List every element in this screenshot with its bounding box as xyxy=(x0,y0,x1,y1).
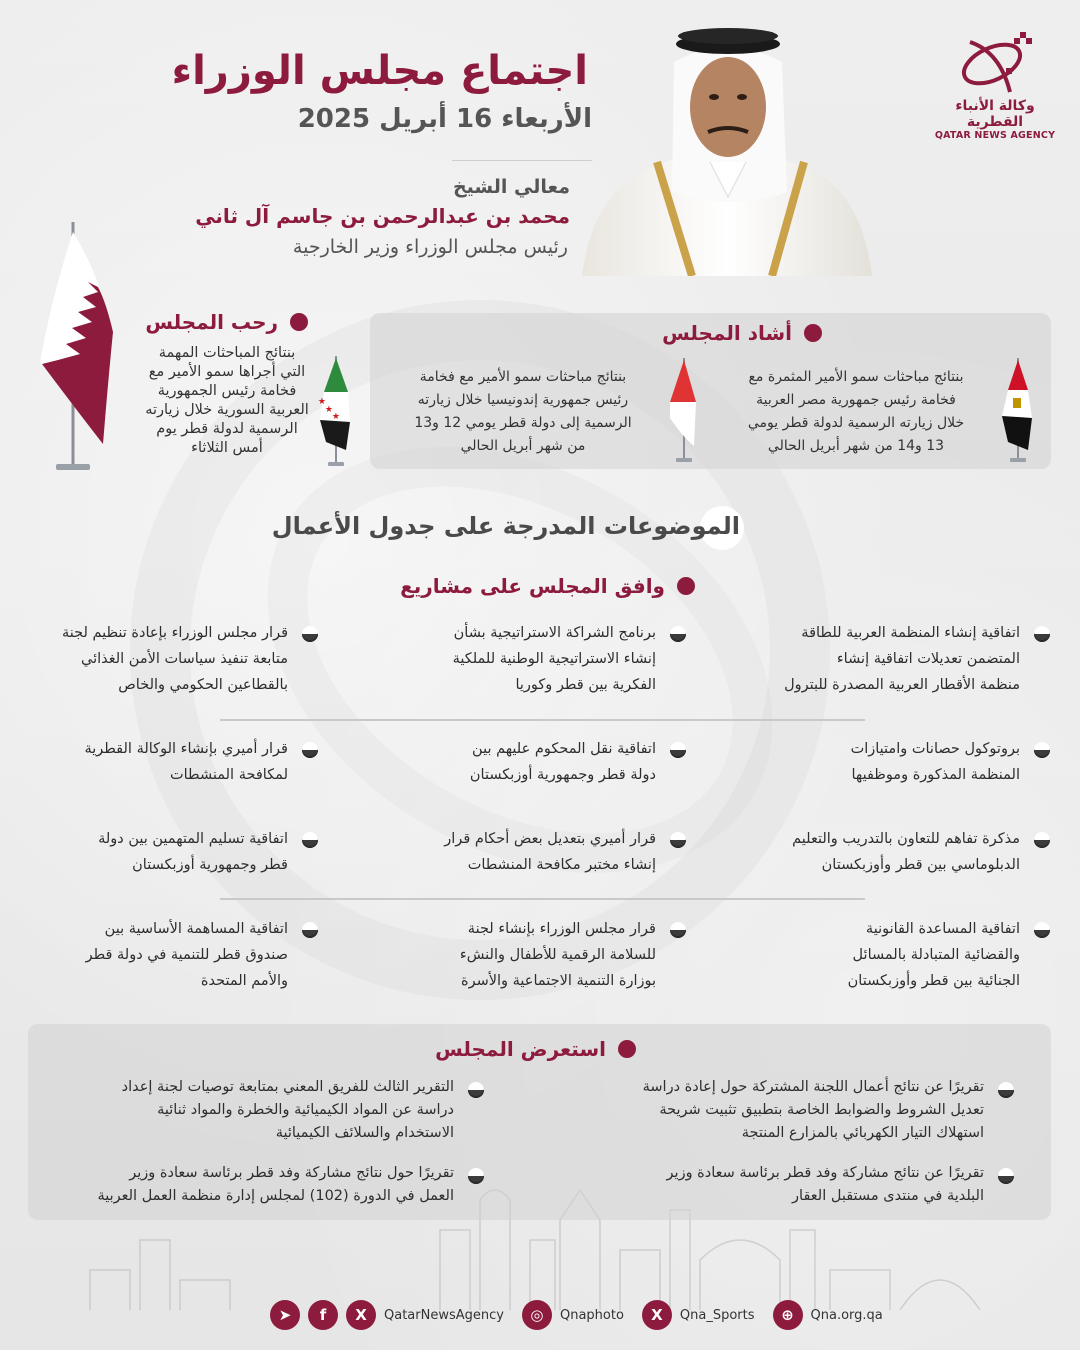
meeting-date: الأربعاء 16 أبريل 2025 xyxy=(297,104,592,134)
bullet-icon xyxy=(670,832,686,848)
bullet-icon xyxy=(998,1168,1014,1184)
reviewed-item: تقريرًا عن نتائج أعمال اللجنة المشتركة حول إعادة دراسة تعديل الشروط والضوابط الخاصة بتطبيق تثبيت شريحة استهلاك التيار الكهربائي بالمزارع المنتجة xyxy=(643,1076,1014,1145)
social-handle-qna-sports[interactable]: Qna_Sports xyxy=(679,1307,755,1323)
approved-item: اتفاقية المساهمة الأساسية بين صندوق قطر للتنمية في دولة قطر والأمم المتحدة xyxy=(86,916,318,994)
divider xyxy=(360,898,720,900)
praised-item-indonesia: بنتائج مباحثات سمو الأمير مع فخامة رئيس جمهورية إندونيسيا خلال زيارته الرسمية إلى دولة قطر يومي 12 و13 من شهر أبريل الحالي xyxy=(414,369,632,454)
approved-item: برنامج الشراكة الاستراتيجية بشأن إنشاء الاستراتيجية الوطنية للملكية الفكرية بين قطر وكوريا xyxy=(453,620,686,698)
bullet-icon xyxy=(468,1168,484,1184)
bullet-dot-icon xyxy=(290,313,308,331)
praised-heading: أشاد المجلس xyxy=(662,321,822,345)
bullet-icon xyxy=(670,922,686,938)
qatar-flag xyxy=(28,212,118,482)
approved-item: قرار مجلس الوزراء بإنشاء لجنة للسلامة الرقمية للأطفال والنشء بوزارة التنمية الاجتماعية والأسرة xyxy=(460,916,686,994)
bullet-icon xyxy=(302,922,318,938)
bullet-icon xyxy=(670,626,686,642)
bullet-dot-icon xyxy=(677,577,695,595)
egypt-flag xyxy=(998,356,1038,466)
instagram-icon[interactable]: ◎ xyxy=(522,1300,552,1330)
social-handle-qatarnewsagency[interactable]: QatarNewsAgency xyxy=(384,1307,504,1323)
social-footer xyxy=(270,1295,893,1335)
svg-text:★: ★ xyxy=(331,412,340,422)
facebook-icon[interactable]: f xyxy=(308,1300,338,1330)
header-divider xyxy=(452,160,592,161)
approved-item: مذكرة تفاهم للتعاون بالتدريب والتعليم الدبلوماسي بين قطر وأوزبكستان xyxy=(792,826,1050,878)
welcomed-text: بنتائج المباحثات المهمة التي أجراها سمو الأمير مع فخامة رئيس الجمهورية العربية السورية خلال زيارته الرسمية لدولة قطر يوم أمس الثلاثاء xyxy=(145,345,309,456)
reviewed-item: تقريرًا حول نتائج مشاركة وفد قطر برئاسة سعادة وزير العمل في الدورة (102) لمجلس إدارة منظمة العمل العربية xyxy=(97,1162,484,1208)
bullet-icon xyxy=(998,1082,1014,1098)
bullet-dot-icon xyxy=(804,324,822,342)
honorific: معالي الشيخ xyxy=(452,176,570,198)
bullet-icon xyxy=(468,1082,484,1098)
divider xyxy=(360,719,720,721)
page-title: اجتماع مجلس الوزراء xyxy=(171,48,588,94)
x-icon[interactable]: X xyxy=(642,1300,672,1330)
approved-item: قرار أميري بإنشاء الوكالة القطرية لمكافحة المنشطات xyxy=(84,736,318,788)
reviewed-item: تقريرًا عن نتائج مشاركة وفد قطر برئاسة سعادة وزير البلدية في منتدى مستقبل العقار xyxy=(667,1162,1014,1208)
logo-arabic-name: وكالة الأنباء القطرية xyxy=(955,98,1035,130)
website-link[interactable]: Qna.org.qa xyxy=(810,1307,883,1323)
bullet-icon xyxy=(1034,626,1050,642)
bullet-icon xyxy=(1034,922,1050,938)
approved-item: اتفاقية المساعدة القانونية والقضائية المتبادلة بالمسائل الجنائية بين قطر وأوزبكستان xyxy=(848,916,1050,994)
logo-english-name: QATAR NEWS AGENCY xyxy=(934,130,1056,141)
approved-item: اتفاقية نقل المحكوم عليهم بين دولة قطر وجمهورية أوزبكستان xyxy=(470,736,686,788)
svg-text:★: ★ xyxy=(324,405,333,415)
divider xyxy=(220,719,360,721)
bullet-icon xyxy=(1034,832,1050,848)
qna-logo xyxy=(930,28,1060,141)
svg-text:★: ★ xyxy=(317,397,326,407)
approved-item: بروتوكول حصانات وامتيازات المنظمة المذكورة وموظفيها xyxy=(851,736,1050,788)
bullet-dot-icon xyxy=(618,1040,636,1058)
telegram-icon[interactable]: ➤ xyxy=(270,1300,300,1330)
qna-logo-icon xyxy=(950,28,1040,96)
social-handle-qnaphoto[interactable]: Qnaphoto xyxy=(559,1307,624,1323)
bullet-icon xyxy=(302,832,318,848)
agenda-title: الموضوعات المدرجة على جدول الأعمال xyxy=(271,512,740,540)
welcomed-heading: رحب المجلس xyxy=(145,310,308,334)
syria-flag xyxy=(316,352,356,470)
divider xyxy=(720,898,865,900)
minister-role: رئيس مجلس الوزراء وزير الخارجية xyxy=(292,236,568,258)
approved-item: اتفاقية إنشاء المنظمة العربية للطاقة المتضمن تعديلات اتفاقية إنشاء منظمة الأقطار العربية المصدرة للبترول xyxy=(784,620,1050,698)
minister-name: محمد بن عبدالرحمن بن جاسم آل ثاني xyxy=(195,204,570,228)
bullet-icon xyxy=(302,742,318,758)
approved-item: قرار مجلس الوزراء بإعادة تنظيم لجنة متابعة تنفيذ سياسات الأمن الغذائي بالقطاعين الحكومي والخاص xyxy=(62,620,318,698)
divider xyxy=(720,719,865,721)
approved-heading: وافق المجلس على مشاريع xyxy=(400,574,695,598)
approved-item: قرار أميري بتعديل بعض أحكام قرار إنشاء مختبر مكافحة المنشطات xyxy=(444,826,686,878)
bullet-icon xyxy=(670,742,686,758)
minister-portrait xyxy=(582,22,872,276)
indonesia-flag xyxy=(664,356,704,466)
approved-item: اتفاقية تسليم المتهمين بين دولة قطر وجمهورية أوزبكستان xyxy=(98,826,318,878)
bullet-icon xyxy=(302,626,318,642)
divider xyxy=(220,898,360,900)
praised-item-egypt: بنتائج مباحثات سمو الأمير المثمرة مع فخامة رئيس جمهورية مصر العربية خلال زيارته الرسمية لدولة قطر يومي 13 و14 من شهر أبريل الحالي xyxy=(747,369,965,454)
bullet-icon xyxy=(1034,742,1050,758)
globe-icon[interactable]: ⊕ xyxy=(773,1300,803,1330)
reviewed-heading: استعرض المجلس xyxy=(435,1037,636,1061)
reviewed-item: التقرير الثالث للفريق المعني بمتابعة توصيات لجنة إعداد دراسة عن المواد الكيميائية والخطرة والمواد ثنائية الاستخدام والسلائف الكيميائية xyxy=(122,1076,484,1145)
x-icon[interactable]: X xyxy=(346,1300,376,1330)
